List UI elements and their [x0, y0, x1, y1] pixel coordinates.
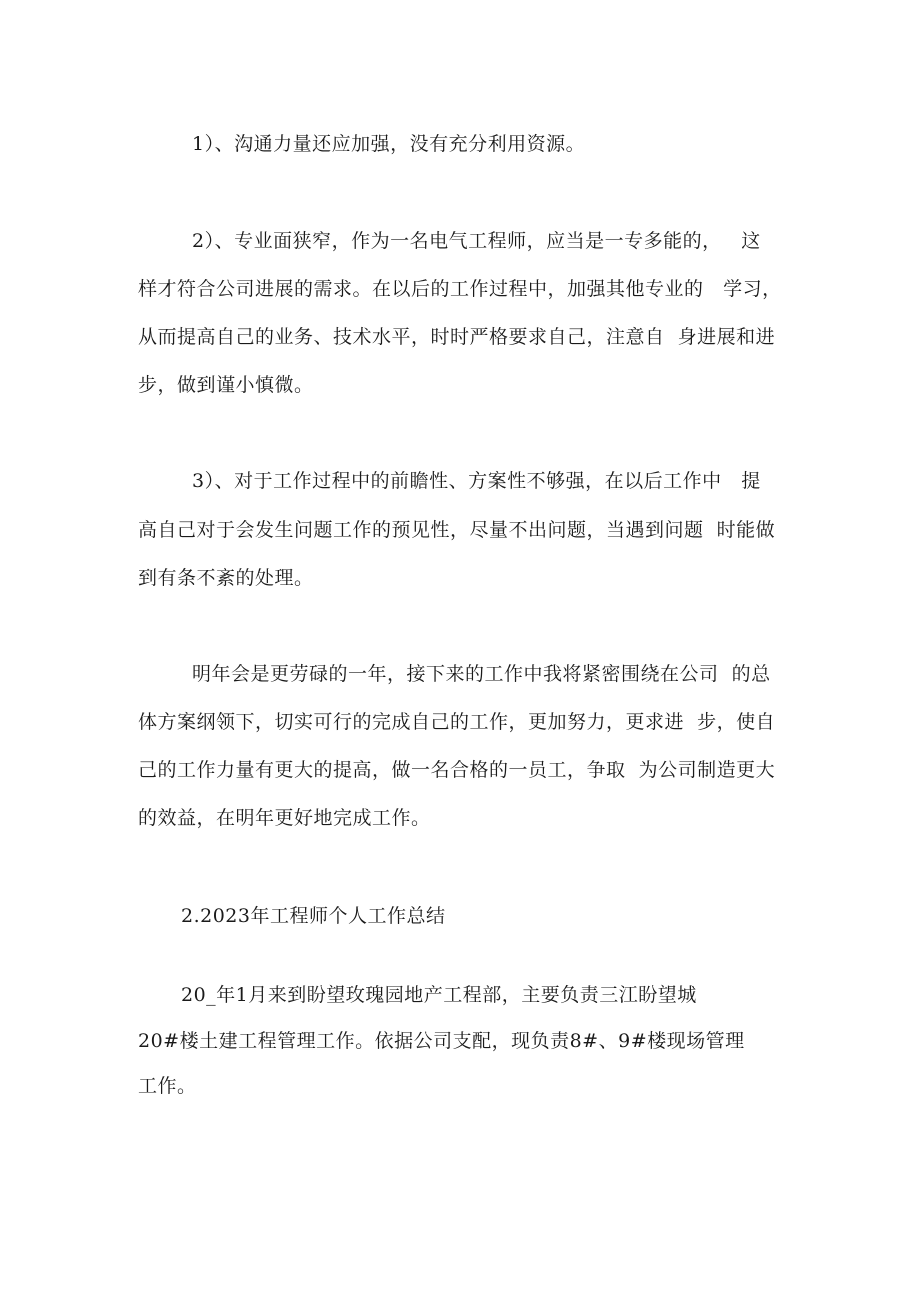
closing-paragraph-line-3: 己的工作力量有更大的提高，做一名合格的一员工，争取 为公司制造更大 — [138, 759, 776, 781]
closing-paragraph-line-2: 体方案纲领下，切实可行的完成自己的工作，更加努力，更求进 步，使自 — [138, 711, 776, 733]
list-item-3-line-1: 3）、对于工作过程中的前瞻性、方案性不够强，在以后工作中 提 — [192, 470, 761, 492]
section-body-line-2: 20#楼土建工程管理工作。依据公司支配，现负责8#、9#楼现场管理 — [138, 1030, 745, 1052]
closing-paragraph-line-1: 明年会是更劳碌的一年，接下来的工作中我将紧密围绕在公司 的总 — [192, 663, 771, 685]
section-body-line-1: 20_年1月来到盼望玫瑰园地产工程部，主要负责三江盼望城 — [181, 984, 697, 1006]
list-item-2-line-3: 从而提高自己的业务、技术水平，时时严格要求自己，注意自 身进展和进 — [138, 326, 776, 348]
list-item-3-line-3: 到有条不紊的处理。 — [138, 567, 314, 589]
list-item-2-line-2: 样才符合公司进展的需求。在以后的工作过程中，加强其他专业的 学习， — [138, 278, 782, 300]
section-body-line-3: 工作。 — [138, 1075, 197, 1097]
list-item-2-line-4: 步，做到谨小慎微。 — [138, 374, 314, 396]
closing-paragraph-line-4: 的效益，在明年更好地完成工作。 — [138, 807, 431, 829]
list-item-2-line-1: 2）、专业面狭窄，作为一名电气工程师，应当是一专多能的， 这 — [192, 230, 761, 252]
list-item-1: 1）、沟通力量还应加强，没有充分利用资源。 — [192, 133, 586, 155]
section-title: 2.2023年工程师个人工作总结 — [181, 905, 446, 927]
list-item-3-line-2: 高自己对于会发生问题工作的预见性，尽量不出问题，当遇到问题 时能做 — [138, 519, 776, 541]
